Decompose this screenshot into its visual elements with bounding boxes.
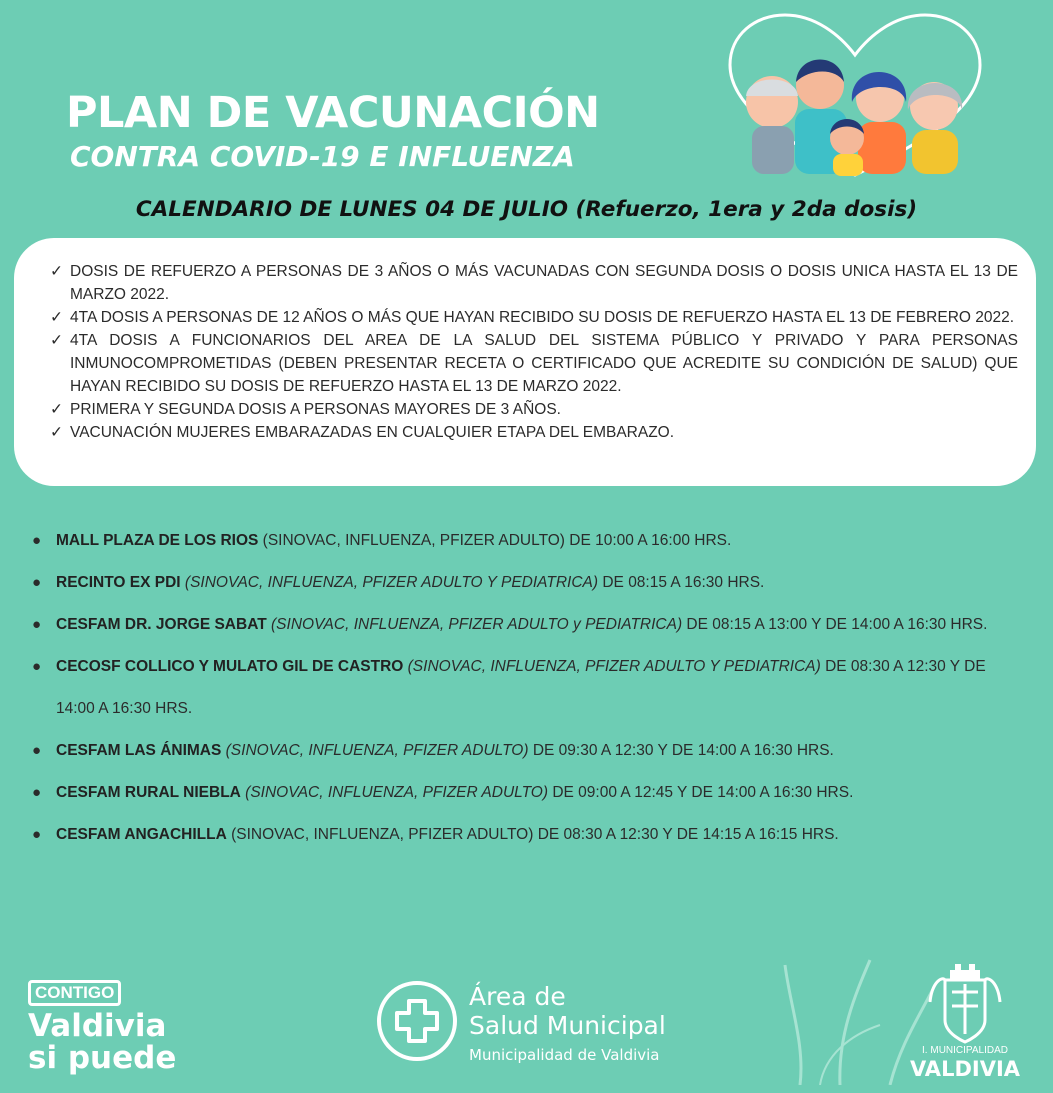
check-icon: ✓	[50, 332, 63, 349]
site-item	[32, 562, 1022, 604]
site-schedule: DE 09:00 A 12:45 Y DE 14:00 A 16:30 HRS.	[548, 784, 854, 801]
site-vaccines: (SINOVAC, INFLUENZA, PFIZER ADULTO)	[240, 784, 549, 801]
check-icon: ✓	[50, 263, 63, 280]
site-name: CESFAM RURAL NIEBLA	[56, 784, 241, 801]
site-item	[32, 772, 1022, 814]
contigo-valdivia-logo	[28, 980, 176, 1074]
site-schedule: DE 08:30 A 12:30 Y DE 14:15 A 16:15 HRS.	[533, 826, 839, 843]
site-name: CECOSF COLLICO Y MULATO GIL DE CASTRO	[56, 658, 404, 675]
criteria-item: ✓ PRIMERA Y SEGUNDA DOSIS A PERSONAS MAYORES DE 3 AÑOS.	[50, 398, 1018, 421]
area-municipality: Municipalidad de Valdivia	[469, 1046, 660, 1064]
site-vaccines: (SINOVAC, INFLUENZA, PFIZER ADULTO)	[221, 742, 529, 759]
area-salud-logo	[377, 978, 697, 1073]
bullet-icon: ●	[32, 742, 42, 759]
site-vaccines: (SINOVAC, INFLUENZA, PFIZER ADULTO)	[258, 532, 565, 549]
site-vaccines: (SINOVAC, INFLUENZA, PFIZER ADULTO Y PEDIATRICA)	[403, 658, 821, 675]
coat-of-arms-icon	[900, 962, 1030, 1044]
site-schedule: DE 10:00 A 16:00 HRS.	[564, 532, 732, 549]
site-schedule: DE 08:15 A 13:00 Y DE 14:00 A 16:30 HRS.	[682, 616, 988, 633]
contigo-badge: CONTIGO	[28, 980, 121, 1006]
valdivia-label: VALDIVIA	[909, 1057, 1021, 1081]
criteria-item: ✓ DOSIS DE REFUERZO A PERSONAS DE 3 AÑOS O MÁS VACUNADAS CON SEGUNDA DOSIS O DOSIS UNICA HASTA EL 13 DE MARZO 2022.	[50, 260, 1018, 306]
bullet-icon: ●	[32, 574, 42, 591]
bullet-icon: ●	[32, 826, 42, 843]
criteria-item: ✓ VACUNACIÓN MUJERES EMBARAZADAS EN CUALQUIER ETAPA DEL EMBARAZO.	[50, 421, 1018, 444]
criteria-list	[50, 260, 1018, 444]
site-name: RECINTO EX PDI	[56, 574, 181, 591]
criteria-card	[14, 238, 1036, 486]
site-name: CESFAM DR. JORGE SABAT	[56, 616, 267, 633]
bullet-icon: ●	[32, 658, 42, 675]
criteria-item: ✓ 4TA DOSIS A FUNCIONARIOS DEL AREA DE LA SALUD DEL SISTEMA PÚBLICO Y PRIVADO Y PARA PERSONAS INMUNOCOMPROMETIDAS (DEBEN PRESENTAR RECETA O CERTIFICADO QUE ACREDITE SU CONDICIÓN DE SALUD) QUE HAYAN RECIBIDO SU DOSIS DE REFUERZO HASTA EL 13 DE MARZO 2022.	[50, 329, 1018, 398]
area-subtitle: Salud Municipal	[469, 1011, 666, 1040]
municipalidad-label: I. MUNICIPALIDAD	[922, 1045, 1008, 1056]
site-vaccines: (SINOVAC, INFLUENZA, PFIZER ADULTO)	[226, 826, 534, 843]
valdivia-slogan-line2: si puede	[28, 1040, 177, 1076]
site-name: CESFAM ANGACHILLA	[56, 826, 227, 843]
site-item	[32, 520, 1022, 562]
page-title: PLAN DE VACUNACIÓN	[66, 88, 600, 138]
site-item	[32, 604, 1022, 646]
site-vaccines: (SINOVAC, INFLUENZA, PFIZER ADULTO Y PEDIATRICA)	[180, 574, 599, 591]
valdivia-slogan-line1: Valdivia	[28, 1008, 167, 1044]
site-schedule: DE 08:15 A 16:30 HRS.	[598, 574, 765, 591]
site-item	[32, 646, 1022, 730]
bullet-icon: ●	[32, 532, 42, 549]
family-heart-illustration	[720, 10, 990, 180]
municipalidad-valdivia-logo	[900, 962, 1030, 1082]
bullet-icon: ●	[32, 616, 42, 633]
site-vaccines: (SINOVAC, INFLUENZA, PFIZER ADULTO y PEDIATRICA)	[266, 616, 683, 633]
check-icon: ✓	[50, 424, 63, 441]
check-icon: ✓	[50, 401, 63, 418]
page-subtitle: CONTRA COVID-19 E INFLUENZA	[70, 140, 575, 173]
site-name: CESFAM LAS ÁNIMAS	[56, 742, 222, 759]
bullet-icon: ●	[32, 784, 42, 801]
site-name: MALL PLAZA DE LOS RIOS	[56, 532, 259, 549]
calendar-heading: CALENDARIO DE LUNES 04 DE JULIO (Refuerzo, 1era y 2da dosis)	[135, 197, 918, 222]
site-schedule: DE 09:30 A 12:30 Y DE 14:00 A 16:30 HRS.	[528, 742, 834, 759]
criteria-item: ✓ 4TA DOSIS A PERSONAS DE 12 AÑOS O MÁS QUE HAYAN RECIBIDO SU DOSIS DE REFUERZO HASTA EL 13 DE FEBRERO 2022.	[50, 306, 1018, 329]
area-title: Área de	[469, 982, 566, 1011]
site-schedule: DE 08:30 A 12:30 Y DE 14:00 A 16:30 HRS.	[56, 658, 986, 717]
site-item	[32, 814, 1022, 856]
vaccination-sites-list	[32, 520, 1022, 856]
health-cross-icon	[377, 981, 457, 1061]
site-item	[32, 730, 1022, 772]
check-icon: ✓	[50, 309, 63, 326]
